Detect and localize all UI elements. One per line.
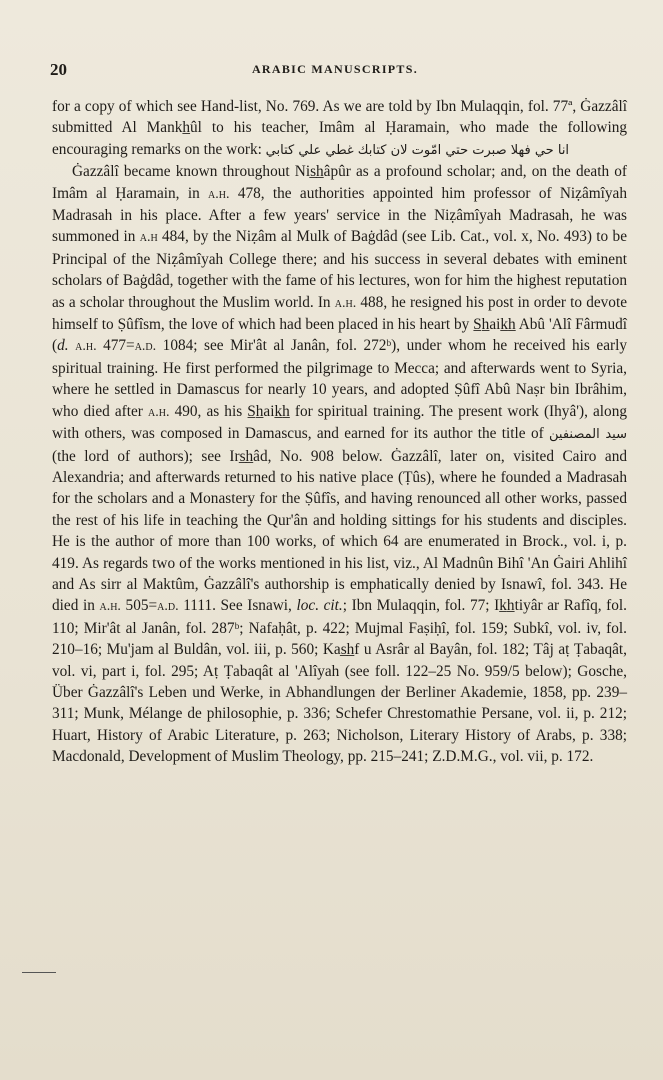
text: 490, as his S̲h̲aik̲h̲ for spiritual training. The present work (Ihyâ'), along with others, was composed in Damascus, and earned for its author the title of bbox=[52, 402, 627, 443]
text: 478, the authorities appointed him professor of Niẓâmîyah Madrasah in his place. After a few years' service in the Niẓâmîyah Madrasah, he was summoned in bbox=[52, 184, 627, 246]
running-title: ARABIC MANUSCRIPTS. bbox=[251, 62, 419, 76]
page-header bbox=[50, 60, 620, 84]
era-abbrev: a.h. bbox=[334, 295, 357, 311]
italic-text: loc. cit. bbox=[296, 597, 343, 615]
era-abbrev: a.h bbox=[139, 230, 158, 246]
text: 505= bbox=[120, 597, 158, 615]
text: 477= bbox=[96, 337, 135, 355]
arabic-title: سيد المصنفين bbox=[549, 427, 628, 443]
text: 488, he resigned his post in order to devote himself to Ṣûfîsm, the love of which had been placed in his heart by S̲h̲aik̲h̲ Abû 'Alî Fârmudî ( bbox=[52, 293, 627, 355]
era-abbrev: a.h. bbox=[99, 599, 121, 615]
text: (the lord of authors); see Irs̲h̲âd, No. 908 below. Ġazzâlî, later on, visited Cairo and Alexandria; and afterwards returned to his native place (Ṭûs), where he founded a Madrasah for the scholars and a Monastery for the Ṣûfîs, and having renounced all other works, passed the rest of his life in teaching the Qur'ân and holding sittings for his students and disciples. He is the author of more than 100 works, of which 64 are enumerated in Brock., vol. i, p. 419. As regards two of the works mentioned in his list, viz., Al Madnûn Bihî 'An Ġairi Ahlihî and As sirr al Maktûm, Ġazzâlî's authorship is emphatically denied by Isnawî, fol. 343. He died in bbox=[52, 447, 627, 615]
text: ; Ibn Mulaqqin, fol. 77; Ik̲h̲tiyâr ar Rafîq, fol. 110; Mir'ât al Janân, fol. 287ᵇ; Nafaḥât, p. 422; Mujmal Faṣiḥî, fol. 159; Subkî, vol. iv, fol. 210–16; Mu'jam al Buldân, vol. iii, p. 560; Kas̲h̲f u Asrâr al Bayân, fol. 182; Tâj aṭ Ṭabaqât, vol. vi, part i, fol. 295; Aṭ Ṭabaqât al 'Alîyah (see foll. 122–25 No. 959/5 below); Gosche, Über Ġazzâlî's Leben und Werke, in Abhandlungen der Berliner Akademie, 1858, pp. 239–311; Munk, Mélange de philosophie, p. 336; Schefer Chrestomathie Persane, vol. ii, p. 212; Huart, History of Arabic Literature, p. 263; Nicholson, Literary History of Arabs, p. 338; Macdonald, Development of Muslim Theology, pp. 215–241; Z.D.M.G., vol. vii, p. 172. bbox=[52, 597, 627, 766]
text: Ġazzâlî became known throughout Nis̲h̲âpûr as a profound scholar; and, on the death of Imâm al Ḥaramain, in bbox=[52, 163, 627, 202]
paragraph-2 bbox=[52, 161, 627, 767]
era-abbrev: a.d. bbox=[134, 339, 157, 355]
era-abbrev: a.d. bbox=[157, 599, 179, 615]
paragraph-1 bbox=[52, 96, 627, 161]
italic-text: d. bbox=[57, 337, 69, 355]
margin-mark bbox=[22, 972, 56, 973]
text: 484, by the Niẓâm al Mulk of Baġdâd (see Lib. Cat., vol. x, No. 493) to be Principal of the Niẓâmîyah College there; and his success in several debates with eminent scholars of Baġdâd, together with the fame of his lectures, won for him the highest reputation as a scholar throughout the Muslim world. In bbox=[52, 228, 627, 311]
text: 1084; see Mir'ât al Janân, fol. 272ᵇ), under whom he received his early spiritual training. He first performed the pilgrimage to Mecca; and afterwards went to Syria, where he settled in Damascus for nearly 10 years, and adopted Ṣûfî Abû Naṣr bin Ibrâhim, who died after bbox=[52, 337, 627, 420]
text: for a copy of which see Hand-list, No. 769. As we are told by Ibn Mulaqqin, fol. 77ª, Ġazzâlî submitted Al Mankh̲ûl to his teacher, Imâm al Ḥaramain, who made the following encouraging remarks on the work: bbox=[52, 98, 627, 158]
page-body bbox=[52, 96, 627, 768]
arabic-quote: انا حي فهلا صبرت حتي امّوت لان كتابك غطي علي كتابي bbox=[265, 142, 570, 158]
era-abbrev: a.h. bbox=[208, 186, 230, 202]
page-number: 20 bbox=[50, 60, 67, 79]
era-abbrev: a.h. bbox=[148, 404, 170, 420]
era-abbrev: a.h. bbox=[75, 339, 97, 355]
text: 1111. See Isnawi, bbox=[178, 597, 297, 615]
